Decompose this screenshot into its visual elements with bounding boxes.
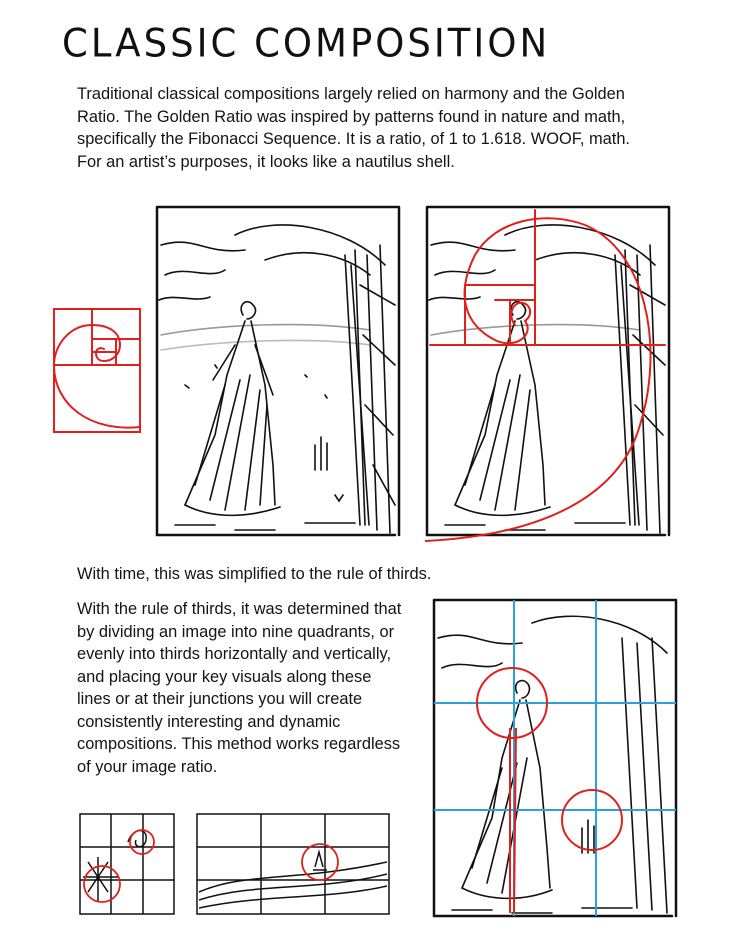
page-title: CLASSIC COMPOSITION [62,20,551,67]
thumbnail-square-thirds [78,812,176,916]
sketch-icon [155,205,401,540]
sketch-with-spiral-icon [425,205,671,545]
sketch-with-grid-icon [432,598,678,920]
thumbnail-icon [195,812,391,916]
thirds-intro-paragraph: With time, this was simplified to the rule of thirds. [77,565,432,583]
sketch-rule-of-thirds-overlay [432,598,678,920]
thumbnail-icon [78,812,176,916]
intro-paragraph: Traditional classical compositions largely relied on harmony and the Golden Ratio. The Golden Ratio was inspired by patterns found in nature and math, specifically the Fibonacci Sequence. It is a ratio, of 1 to 1.618. WOOF, math. For an artist’s purposes, it looks like a nautilus shell. [77,85,630,171]
golden-spiral-diagram [50,305,145,435]
thumbnail-wide-thirds [195,812,391,916]
fibonacci-spiral-icon [50,305,145,435]
thirds-body-paragraph: With the rule of thirds, it was determined that by dividing an image into nine quadrants, or evenly into thirds horizontally and vertically, and placing your key visuals along these lines or at their junctions you will create consistently interesting and dynamic compositions. This method works regardless of your image ratio. [77,600,402,776]
sketch-golden-ratio-overlay [425,205,671,545]
sketch-woman-and-tree [155,205,401,540]
